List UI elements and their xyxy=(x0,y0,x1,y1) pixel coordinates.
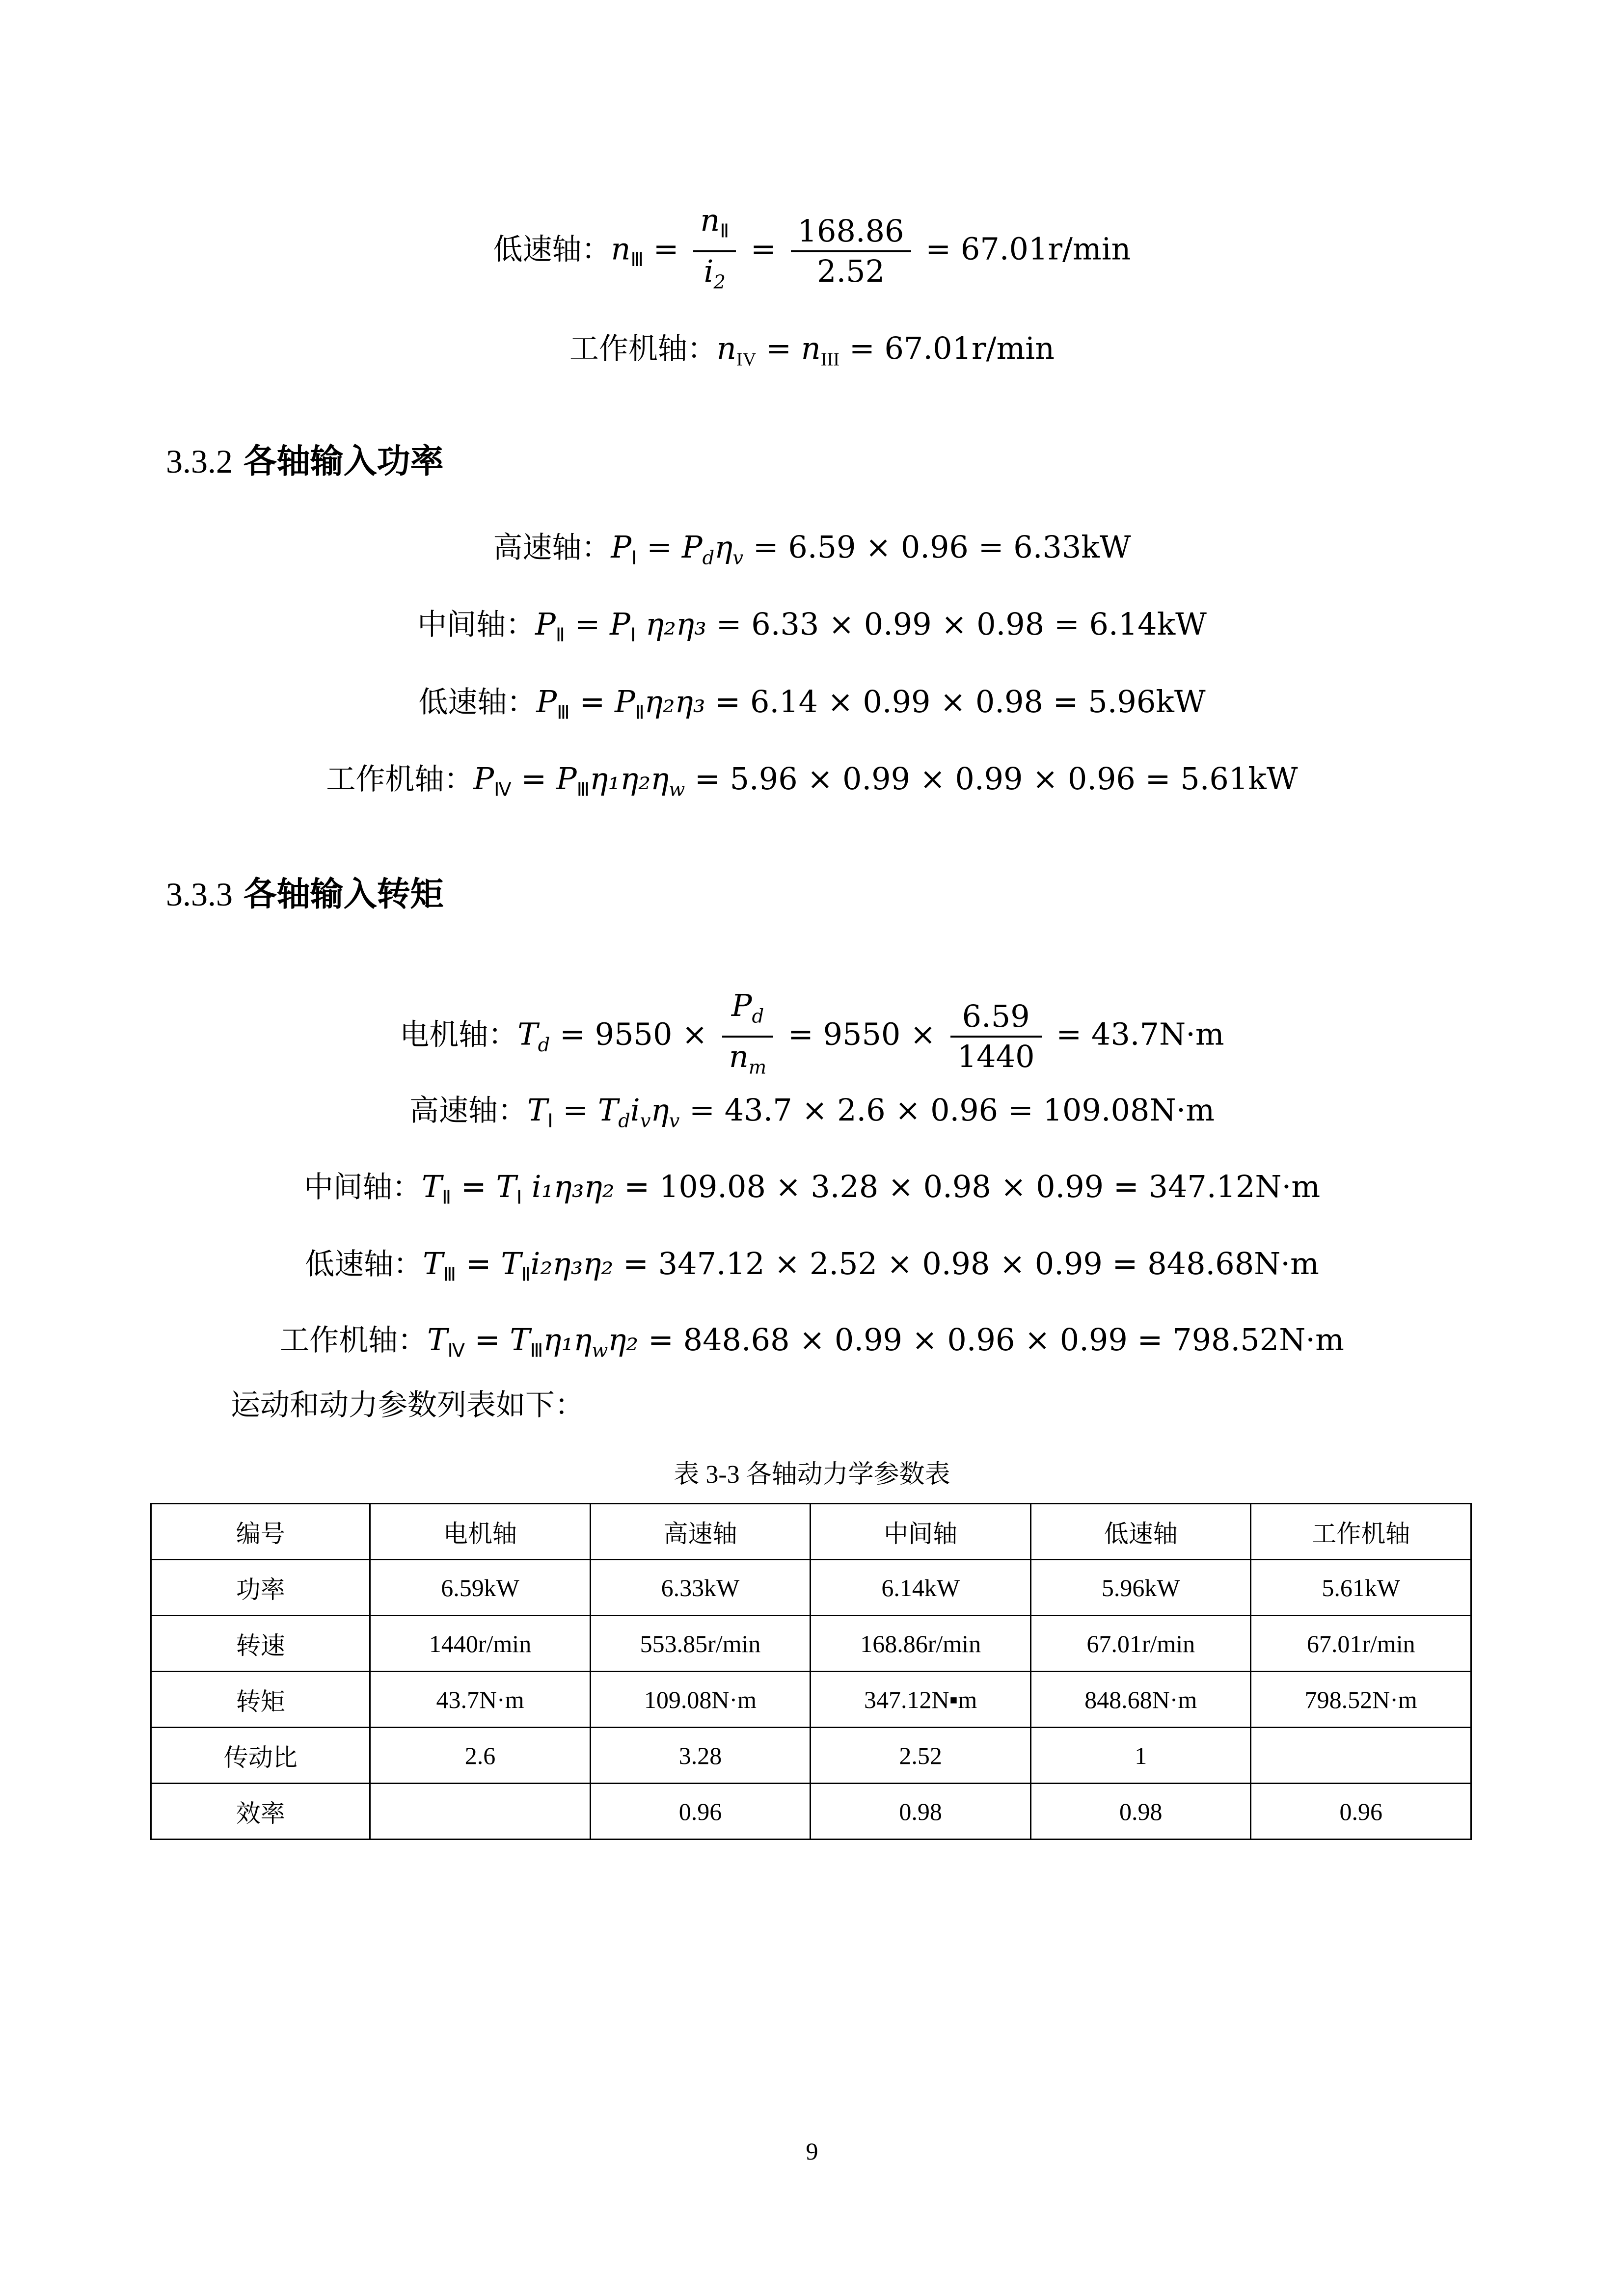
table-cell: 0.98 xyxy=(811,1784,1031,1840)
header-cell: 编号 xyxy=(151,1504,370,1560)
table-cell: 0.96 xyxy=(1251,1784,1471,1840)
table-intro-text: 运动和动力参数列表如下： xyxy=(231,1388,584,1422)
table-cell: 1 xyxy=(1031,1728,1251,1784)
table-row xyxy=(151,1728,1471,1784)
equation-power-high-speed: 高速轴：$P_Ⅰ = P_d\eta_v = 6.59 \times 0.96 = 6.33kW$ xyxy=(493,529,1131,569)
table-cell: 传动比 xyxy=(151,1728,370,1784)
table-cell: 6.33kW xyxy=(590,1560,811,1616)
table-cell: 0.96 xyxy=(590,1784,811,1840)
fraction: $\frac{P_d}{n_m}$ xyxy=(722,987,773,1087)
equation-power-low-speed: 低速轴：$P_Ⅲ = P_Ⅱ\eta_2\eta_3 = 6.14 \times 0.99 \times 0.98 = 5.96kW$ xyxy=(418,684,1206,723)
table-cell: 5.61kW xyxy=(1251,1560,1471,1616)
table-cell: 67.01r/min xyxy=(1031,1616,1251,1672)
table-cell: 6.59kW xyxy=(370,1560,590,1616)
equation-low-speed-shaft-speed: 低速轴：$n_Ⅲ$ = $\frac{n_Ⅱ}{i_2}$ = $\frac{168.86}{2.52}$ = 67.01r/min xyxy=(0,201,1624,302)
table-cell: 553.85r/min xyxy=(590,1616,811,1672)
header-cell: 工作机轴 xyxy=(1251,1504,1471,1560)
table-row xyxy=(151,1616,1471,1672)
header-cell: 电机轴 xyxy=(370,1504,590,1560)
table-cell: 347.12N▪m xyxy=(811,1672,1031,1728)
table-row xyxy=(151,1560,1471,1616)
table-cell: 6.14kW xyxy=(811,1560,1031,1616)
table-cell: 168.86r/min xyxy=(811,1616,1031,1672)
table-cell xyxy=(370,1784,590,1840)
section-heading-torque: 3.3.3 各轴输入转矩 xyxy=(166,875,444,914)
fraction: $\frac{6.59}{1440}$ xyxy=(950,997,1042,1076)
table-cell: 109.08N·m xyxy=(590,1672,811,1728)
table-cell: 2.6 xyxy=(370,1728,590,1784)
equation-power-work-shaft: 工作机轴：$P_Ⅳ = P_Ⅲ\eta_1\eta_2\eta_w = 5.96 \times 0.99 \times 0.99 \times 0.96 = 5.61kW$ xyxy=(326,761,1298,801)
table-cell: 0.98 xyxy=(1031,1784,1251,1840)
table-row xyxy=(151,1672,1471,1728)
equation-torque-low-speed: 低速轴：$T_Ⅲ = T_Ⅱi_2\eta_3\eta_2 = 347.12 \times 2.52 \times 0.98 \times 0.99 = 848.68N\cdot m$ xyxy=(305,1246,1319,1285)
table-cell: 798.52N·m xyxy=(1251,1672,1471,1728)
table-cell: 848.68N·m xyxy=(1031,1672,1251,1728)
equation-work-shaft-speed: 工作机轴：$n_{IV} = n_{III} = 67.01r/\min$ xyxy=(569,330,1055,370)
equation-power-intermediate: 中间轴：$P_Ⅱ = P_Ⅰ$ η₂η₃ = 6.33 × 0.99 × 0.98 = 6.14kW xyxy=(417,606,1207,646)
header-cell: 低速轴 xyxy=(1031,1504,1251,1560)
equation-torque-intermediate: 中间轴：$T_Ⅱ = T_Ⅰ$ i₁η₃η₂ = 109.08 × 3.28 × 0.98 × 0.99 = 347.12N·m xyxy=(303,1169,1321,1208)
table-cell: 功率 xyxy=(151,1560,370,1616)
section-heading-power: 3.3.2 各轴输入功率 xyxy=(166,442,444,481)
table-cell: 67.01r/min xyxy=(1251,1616,1471,1672)
table-cell: 转速 xyxy=(151,1616,370,1672)
header-cell: 中间轴 xyxy=(811,1504,1031,1560)
table-cell: 转矩 xyxy=(151,1672,370,1728)
fraction: $\frac{n_Ⅱ}{i_2}$ xyxy=(693,201,736,302)
table-row xyxy=(151,1784,1471,1840)
table-cell: 5.96kW xyxy=(1031,1560,1251,1616)
header-cell: 高速轴 xyxy=(590,1504,811,1560)
equation-torque-motor: 电机轴：$T_d = 9550$ × $\frac{P_d}{n_m}$ = 9550 × $\frac{6.59}{1440}$ = 43.7N·m xyxy=(0,987,1624,1087)
page-number: 9 xyxy=(806,2137,818,2165)
table-cell: 2.52 xyxy=(811,1728,1031,1784)
equation-torque-high-speed: 高速轴：$T_Ⅰ = T_di_v\eta_v = 43.7 \times 2.6 \times 0.96 = 109.08N\cdot m$ xyxy=(409,1092,1215,1132)
parameter-table xyxy=(150,1503,1472,1840)
table-cell: 3.28 xyxy=(590,1728,811,1784)
equation-torque-work-shaft: 工作机轴：$T_Ⅳ = T_Ⅲ\eta_1\eta_w\eta_2 = 848.68 \times 0.99 \times 0.96 \times 0.99 = 798.52N\cdot m$ xyxy=(280,1322,1344,1362)
fraction: $\frac{168.86}{2.52}$ xyxy=(791,212,911,291)
table-caption: 表 3-3 各轴动力学参数表 xyxy=(674,1461,950,1489)
table-header-row xyxy=(151,1504,1471,1560)
table-cell: 效率 xyxy=(151,1784,370,1840)
table-cell: 43.7N·m xyxy=(370,1672,590,1728)
table-cell xyxy=(1251,1728,1471,1784)
table-cell: 1440r/min xyxy=(370,1616,590,1672)
